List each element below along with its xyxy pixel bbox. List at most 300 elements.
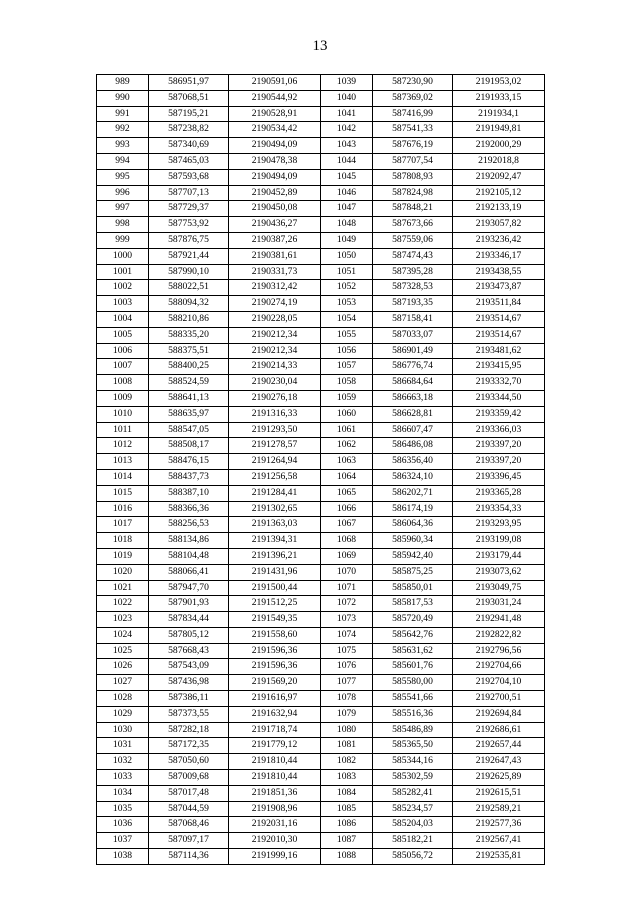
x-coordinate-cell: 588066,41 [149, 564, 229, 580]
table-row [97, 517, 545, 533]
x-coordinate-cell: 587465,03 [149, 153, 229, 169]
point-number-cell: 1075 [321, 643, 373, 659]
y-coordinate-cell: 2191908,96 [229, 801, 321, 817]
y-coordinate-cell: 2193359,42 [453, 406, 545, 422]
x-coordinate-cell: 587707,13 [149, 185, 229, 201]
y-coordinate-cell: 2191558,60 [229, 627, 321, 643]
point-number-cell: 1065 [321, 485, 373, 501]
y-coordinate-cell: 2190274,19 [229, 296, 321, 312]
table-row [97, 706, 545, 722]
y-coordinate-cell: 2190478,38 [229, 153, 321, 169]
point-number-cell: 1034 [97, 785, 149, 801]
point-number-cell: 1081 [321, 738, 373, 754]
table-row [97, 359, 545, 375]
point-number-cell: 1017 [97, 517, 149, 533]
point-number-cell: 1021 [97, 580, 149, 596]
y-coordinate-cell: 2192647,43 [453, 754, 545, 770]
table-row [97, 153, 545, 169]
x-coordinate-cell: 585631,62 [373, 643, 453, 659]
x-coordinate-cell: 586064,36 [373, 517, 453, 533]
x-coordinate-cell: 585960,34 [373, 533, 453, 549]
point-number-cell: 1085 [321, 801, 373, 817]
x-coordinate-cell: 586356,40 [373, 454, 453, 470]
y-coordinate-cell: 2191934,1 [453, 106, 545, 122]
table-row [97, 564, 545, 580]
x-coordinate-cell: 586951,97 [149, 75, 229, 91]
y-coordinate-cell: 2191851,36 [229, 785, 321, 801]
point-number-cell: 1025 [97, 643, 149, 659]
y-coordinate-cell: 2192796,56 [453, 643, 545, 659]
x-coordinate-cell: 585516,36 [373, 706, 453, 722]
x-coordinate-cell: 586628,81 [373, 406, 453, 422]
y-coordinate-cell: 2192704,66 [453, 659, 545, 675]
y-coordinate-cell: 2193397,20 [453, 438, 545, 454]
point-number-cell: 1045 [321, 169, 373, 185]
y-coordinate-cell: 2192822,82 [453, 627, 545, 643]
x-coordinate-cell: 585541,66 [373, 691, 453, 707]
table-row [97, 501, 545, 517]
point-number-cell: 1059 [321, 390, 373, 406]
point-number-cell: 1027 [97, 675, 149, 691]
table-row [97, 422, 545, 438]
point-number-cell: 996 [97, 185, 149, 201]
x-coordinate-cell: 587834,44 [149, 612, 229, 628]
y-coordinate-cell: 2193346,17 [453, 248, 545, 264]
y-coordinate-cell: 2190312,42 [229, 280, 321, 296]
x-coordinate-cell: 587114,36 [149, 849, 229, 865]
y-coordinate-cell: 2192941,48 [453, 612, 545, 628]
table-row [97, 833, 545, 849]
y-coordinate-cell: 2191394,31 [229, 533, 321, 549]
x-coordinate-cell: 587753,92 [149, 217, 229, 233]
point-number-cell: 1006 [97, 343, 149, 359]
x-coordinate-cell: 588366,36 [149, 501, 229, 517]
point-number-cell: 1026 [97, 659, 149, 675]
y-coordinate-cell: 2191779,12 [229, 738, 321, 754]
table-row [97, 754, 545, 770]
x-coordinate-cell: 587668,43 [149, 643, 229, 659]
x-coordinate-cell: 587230,90 [373, 75, 453, 91]
point-number-cell: 1001 [97, 264, 149, 280]
x-coordinate-cell: 587395,28 [373, 264, 453, 280]
x-coordinate-cell: 587901,93 [149, 596, 229, 612]
point-number-cell: 1035 [97, 801, 149, 817]
point-number-cell: 1052 [321, 280, 373, 296]
table-row [97, 90, 545, 106]
y-coordinate-cell: 2193073,62 [453, 564, 545, 580]
table-row [97, 817, 545, 833]
coordinates-table [96, 74, 545, 865]
x-coordinate-cell: 587044,59 [149, 801, 229, 817]
point-number-cell: 1077 [321, 675, 373, 691]
point-number-cell: 1022 [97, 596, 149, 612]
y-coordinate-cell: 2190528,91 [229, 106, 321, 122]
y-coordinate-cell: 2190331,73 [229, 264, 321, 280]
table-row [97, 327, 545, 343]
point-number-cell: 1016 [97, 501, 149, 517]
y-coordinate-cell: 2190387,26 [229, 232, 321, 248]
point-number-cell: 1038 [97, 849, 149, 865]
point-number-cell: 1015 [97, 485, 149, 501]
table-row [97, 106, 545, 122]
x-coordinate-cell: 588437,73 [149, 469, 229, 485]
point-number-cell: 1086 [321, 817, 373, 833]
table-row [97, 169, 545, 185]
y-coordinate-cell: 2192694,84 [453, 706, 545, 722]
point-number-cell: 1037 [97, 833, 149, 849]
y-coordinate-cell: 2191500,44 [229, 580, 321, 596]
y-coordinate-cell: 2191569,20 [229, 675, 321, 691]
y-coordinate-cell: 2191512,25 [229, 596, 321, 612]
x-coordinate-cell: 587805,12 [149, 627, 229, 643]
point-number-cell: 1048 [321, 217, 373, 233]
x-coordinate-cell: 587541,33 [373, 122, 453, 138]
y-coordinate-cell: 2193396,45 [453, 469, 545, 485]
y-coordinate-cell: 2191949,81 [453, 122, 545, 138]
point-number-cell: 1054 [321, 311, 373, 327]
x-coordinate-cell: 587373,55 [149, 706, 229, 722]
point-number-cell: 1049 [321, 232, 373, 248]
point-number-cell: 994 [97, 153, 149, 169]
point-number-cell: 1036 [97, 817, 149, 833]
y-coordinate-cell: 2193511,84 [453, 296, 545, 312]
point-number-cell: 989 [97, 75, 149, 91]
x-coordinate-cell: 587474,43 [373, 248, 453, 264]
x-coordinate-cell: 585182,21 [373, 833, 453, 849]
y-coordinate-cell: 2191293,50 [229, 422, 321, 438]
y-coordinate-cell: 2192105,12 [453, 185, 545, 201]
x-coordinate-cell: 587673,66 [373, 217, 453, 233]
x-coordinate-cell: 588508,17 [149, 438, 229, 454]
x-coordinate-cell: 587808,93 [373, 169, 453, 185]
point-number-cell: 1019 [97, 548, 149, 564]
y-coordinate-cell: 2193179,44 [453, 548, 545, 564]
table-row [97, 596, 545, 612]
table-row [97, 296, 545, 312]
table-row [97, 675, 545, 691]
y-coordinate-cell: 2191933,15 [453, 90, 545, 106]
y-coordinate-cell: 2193473,87 [453, 280, 545, 296]
x-coordinate-cell: 586486,08 [373, 438, 453, 454]
table-row [97, 548, 545, 564]
x-coordinate-cell: 587068,46 [149, 817, 229, 833]
y-coordinate-cell: 2190230,04 [229, 375, 321, 391]
y-coordinate-cell: 2193397,20 [453, 454, 545, 470]
table-row [97, 722, 545, 738]
y-coordinate-cell: 2190450,08 [229, 201, 321, 217]
y-coordinate-cell: 2190276,18 [229, 390, 321, 406]
table-row [97, 612, 545, 628]
point-number-cell: 1061 [321, 422, 373, 438]
y-coordinate-cell: 2193481,62 [453, 343, 545, 359]
point-number-cell: 1067 [321, 517, 373, 533]
table-row [97, 122, 545, 138]
point-number-cell: 1002 [97, 280, 149, 296]
x-coordinate-cell: 587193,35 [373, 296, 453, 312]
y-coordinate-cell: 2193415,95 [453, 359, 545, 375]
x-coordinate-cell: 588094,32 [149, 296, 229, 312]
y-coordinate-cell: 2191718,74 [229, 722, 321, 738]
y-coordinate-cell: 2192615,51 [453, 785, 545, 801]
table-row [97, 138, 545, 154]
point-number-cell: 1055 [321, 327, 373, 343]
point-number-cell: 1018 [97, 533, 149, 549]
table-row [97, 280, 545, 296]
x-coordinate-cell: 588387,10 [149, 485, 229, 501]
y-coordinate-cell: 2193366,03 [453, 422, 545, 438]
x-coordinate-cell: 587990,10 [149, 264, 229, 280]
y-coordinate-cell: 2190534,42 [229, 122, 321, 138]
x-coordinate-cell: 585642,76 [373, 627, 453, 643]
y-coordinate-cell: 2192700,51 [453, 691, 545, 707]
x-coordinate-cell: 588547,05 [149, 422, 229, 438]
y-coordinate-cell: 2193344,50 [453, 390, 545, 406]
point-number-cell: 1080 [321, 722, 373, 738]
y-coordinate-cell: 2190212,34 [229, 327, 321, 343]
y-coordinate-cell: 2192031,16 [229, 817, 321, 833]
x-coordinate-cell: 587282,18 [149, 722, 229, 738]
table-row [97, 627, 545, 643]
x-coordinate-cell: 585850,01 [373, 580, 453, 596]
x-coordinate-cell: 586174,19 [373, 501, 453, 517]
y-coordinate-cell: 2192000,29 [453, 138, 545, 154]
point-number-cell: 1033 [97, 770, 149, 786]
x-coordinate-cell: 586202,71 [373, 485, 453, 501]
x-coordinate-cell: 585234,57 [373, 801, 453, 817]
x-coordinate-cell: 587050,60 [149, 754, 229, 770]
y-coordinate-cell: 2192704,10 [453, 675, 545, 691]
x-coordinate-cell: 587097,17 [149, 833, 229, 849]
x-coordinate-cell: 585204,03 [373, 817, 453, 833]
point-number-cell: 992 [97, 122, 149, 138]
table-row [97, 248, 545, 264]
y-coordinate-cell: 2191596,36 [229, 643, 321, 659]
x-coordinate-cell: 587676,19 [373, 138, 453, 154]
y-coordinate-cell: 2192010,30 [229, 833, 321, 849]
y-coordinate-cell: 2191278,57 [229, 438, 321, 454]
y-coordinate-cell: 2193332,70 [453, 375, 545, 391]
x-coordinate-cell: 587921,44 [149, 248, 229, 264]
point-number-cell: 1011 [97, 422, 149, 438]
page-number: 13 [312, 38, 328, 54]
point-number-cell: 1070 [321, 564, 373, 580]
point-number-cell: 1057 [321, 359, 373, 375]
y-coordinate-cell: 2190436,27 [229, 217, 321, 233]
point-number-cell: 1047 [321, 201, 373, 217]
y-coordinate-cell: 2191596,36 [229, 659, 321, 675]
table-row [97, 438, 545, 454]
x-coordinate-cell: 588524,59 [149, 375, 229, 391]
x-coordinate-cell: 585486,89 [373, 722, 453, 738]
point-number-cell: 1082 [321, 754, 373, 770]
x-coordinate-cell: 587033,07 [373, 327, 453, 343]
point-number-cell: 1046 [321, 185, 373, 201]
table-row [97, 390, 545, 406]
y-coordinate-cell: 2190228,05 [229, 311, 321, 327]
x-coordinate-cell: 588210,86 [149, 311, 229, 327]
x-coordinate-cell: 585365,50 [373, 738, 453, 754]
point-number-cell: 1066 [321, 501, 373, 517]
x-coordinate-cell: 587017,48 [149, 785, 229, 801]
x-coordinate-cell: 585302,59 [373, 770, 453, 786]
x-coordinate-cell: 587009,68 [149, 770, 229, 786]
y-coordinate-cell: 2191632,94 [229, 706, 321, 722]
point-number-cell: 1063 [321, 454, 373, 470]
point-number-cell: 995 [97, 169, 149, 185]
point-number-cell: 1073 [321, 612, 373, 628]
y-coordinate-cell: 2191810,44 [229, 754, 321, 770]
x-coordinate-cell: 585601,76 [373, 659, 453, 675]
x-coordinate-cell: 587707,54 [373, 153, 453, 169]
point-number-cell: 1007 [97, 359, 149, 375]
table-row [97, 643, 545, 659]
table-row [97, 849, 545, 865]
y-coordinate-cell: 2191363,03 [229, 517, 321, 533]
y-coordinate-cell: 2193049,75 [453, 580, 545, 596]
point-number-cell: 1012 [97, 438, 149, 454]
y-coordinate-cell: 2190452,89 [229, 185, 321, 201]
x-coordinate-cell: 585580,00 [373, 675, 453, 691]
point-number-cell: 991 [97, 106, 149, 122]
point-number-cell: 1068 [321, 533, 373, 549]
x-coordinate-cell: 587369,02 [373, 90, 453, 106]
point-number-cell: 1005 [97, 327, 149, 343]
y-coordinate-cell: 2191264,94 [229, 454, 321, 470]
x-coordinate-cell: 585942,40 [373, 548, 453, 564]
point-number-cell: 1042 [321, 122, 373, 138]
table-row [97, 485, 545, 501]
x-coordinate-cell: 586663,18 [373, 390, 453, 406]
point-number-cell: 1074 [321, 627, 373, 643]
table-row [97, 217, 545, 233]
point-number-cell: 1079 [321, 706, 373, 722]
y-coordinate-cell: 2192589,21 [453, 801, 545, 817]
y-coordinate-cell: 2190381,61 [229, 248, 321, 264]
x-coordinate-cell: 588022,51 [149, 280, 229, 296]
y-coordinate-cell: 2190494,09 [229, 138, 321, 154]
y-coordinate-cell: 2191256,58 [229, 469, 321, 485]
point-number-cell: 1084 [321, 785, 373, 801]
point-number-cell: 999 [97, 232, 149, 248]
x-coordinate-cell: 587947,70 [149, 580, 229, 596]
point-number-cell: 1024 [97, 627, 149, 643]
y-coordinate-cell: 2192686,61 [453, 722, 545, 738]
x-coordinate-cell: 587729,37 [149, 201, 229, 217]
x-coordinate-cell: 588335,20 [149, 327, 229, 343]
point-number-cell: 1043 [321, 138, 373, 154]
x-coordinate-cell: 588134,86 [149, 533, 229, 549]
table-row [97, 580, 545, 596]
x-coordinate-cell: 588641,13 [149, 390, 229, 406]
y-coordinate-cell: 2193057,82 [453, 217, 545, 233]
y-coordinate-cell: 2190214,33 [229, 359, 321, 375]
x-coordinate-cell: 587876,75 [149, 232, 229, 248]
coordinates-table-body [97, 75, 545, 865]
point-number-cell: 1072 [321, 596, 373, 612]
table-row [97, 801, 545, 817]
y-coordinate-cell: 2191549,35 [229, 612, 321, 628]
x-coordinate-cell: 587436,98 [149, 675, 229, 691]
x-coordinate-cell: 585875,25 [373, 564, 453, 580]
point-number-cell: 1064 [321, 469, 373, 485]
y-coordinate-cell: 2193354,33 [453, 501, 545, 517]
table-row [97, 469, 545, 485]
y-coordinate-cell: 2191316,33 [229, 406, 321, 422]
point-number-cell: 993 [97, 138, 149, 154]
table-row [97, 232, 545, 248]
point-number-cell: 1060 [321, 406, 373, 422]
x-coordinate-cell: 587543,09 [149, 659, 229, 675]
point-number-cell: 1013 [97, 454, 149, 470]
x-coordinate-cell: 586607,47 [373, 422, 453, 438]
point-number-cell: 1000 [97, 248, 149, 264]
table-row [97, 75, 545, 91]
point-number-cell: 1062 [321, 438, 373, 454]
y-coordinate-cell: 2191396,21 [229, 548, 321, 564]
point-number-cell: 997 [97, 201, 149, 217]
y-coordinate-cell: 2192577,36 [453, 817, 545, 833]
point-number-cell: 1069 [321, 548, 373, 564]
table-row [97, 691, 545, 707]
x-coordinate-cell: 587195,21 [149, 106, 229, 122]
point-number-cell: 998 [97, 217, 149, 233]
table-row [97, 343, 545, 359]
y-coordinate-cell: 2191302,65 [229, 501, 321, 517]
y-coordinate-cell: 2193236,42 [453, 232, 545, 248]
point-number-cell: 1004 [97, 311, 149, 327]
x-coordinate-cell: 587416,99 [373, 106, 453, 122]
point-number-cell: 1076 [321, 659, 373, 675]
y-coordinate-cell: 2191999,16 [229, 849, 321, 865]
table-row [97, 185, 545, 201]
y-coordinate-cell: 2192625,89 [453, 770, 545, 786]
x-coordinate-cell: 588400,25 [149, 359, 229, 375]
x-coordinate-cell: 585344,16 [373, 754, 453, 770]
x-coordinate-cell: 587824,98 [373, 185, 453, 201]
x-coordinate-cell: 586684,64 [373, 375, 453, 391]
y-coordinate-cell: 2192657,44 [453, 738, 545, 754]
x-coordinate-cell: 587238,82 [149, 122, 229, 138]
point-number-cell: 1030 [97, 722, 149, 738]
y-coordinate-cell: 2191953,02 [453, 75, 545, 91]
y-coordinate-cell: 2192018,8 [453, 153, 545, 169]
y-coordinate-cell: 2191431,96 [229, 564, 321, 580]
point-number-cell: 1020 [97, 564, 149, 580]
table-row [97, 201, 545, 217]
x-coordinate-cell: 587068,51 [149, 90, 229, 106]
table-row [97, 406, 545, 422]
point-number-cell: 1058 [321, 375, 373, 391]
x-coordinate-cell: 585720,49 [373, 612, 453, 628]
y-coordinate-cell: 2193293,95 [453, 517, 545, 533]
table-row [97, 375, 545, 391]
point-number-cell: 1010 [97, 406, 149, 422]
x-coordinate-cell: 586776,74 [373, 359, 453, 375]
table-row [97, 454, 545, 470]
point-number-cell: 1009 [97, 390, 149, 406]
point-number-cell: 1008 [97, 375, 149, 391]
point-number-cell: 1003 [97, 296, 149, 312]
point-number-cell: 1071 [321, 580, 373, 596]
y-coordinate-cell: 2193199,08 [453, 533, 545, 549]
y-coordinate-cell: 2192535,81 [453, 849, 545, 865]
point-number-cell: 1039 [321, 75, 373, 91]
y-coordinate-cell: 2192567,41 [453, 833, 545, 849]
x-coordinate-cell: 588476,15 [149, 454, 229, 470]
x-coordinate-cell: 586324,10 [373, 469, 453, 485]
y-coordinate-cell: 2190544,92 [229, 90, 321, 106]
x-coordinate-cell: 588375,51 [149, 343, 229, 359]
